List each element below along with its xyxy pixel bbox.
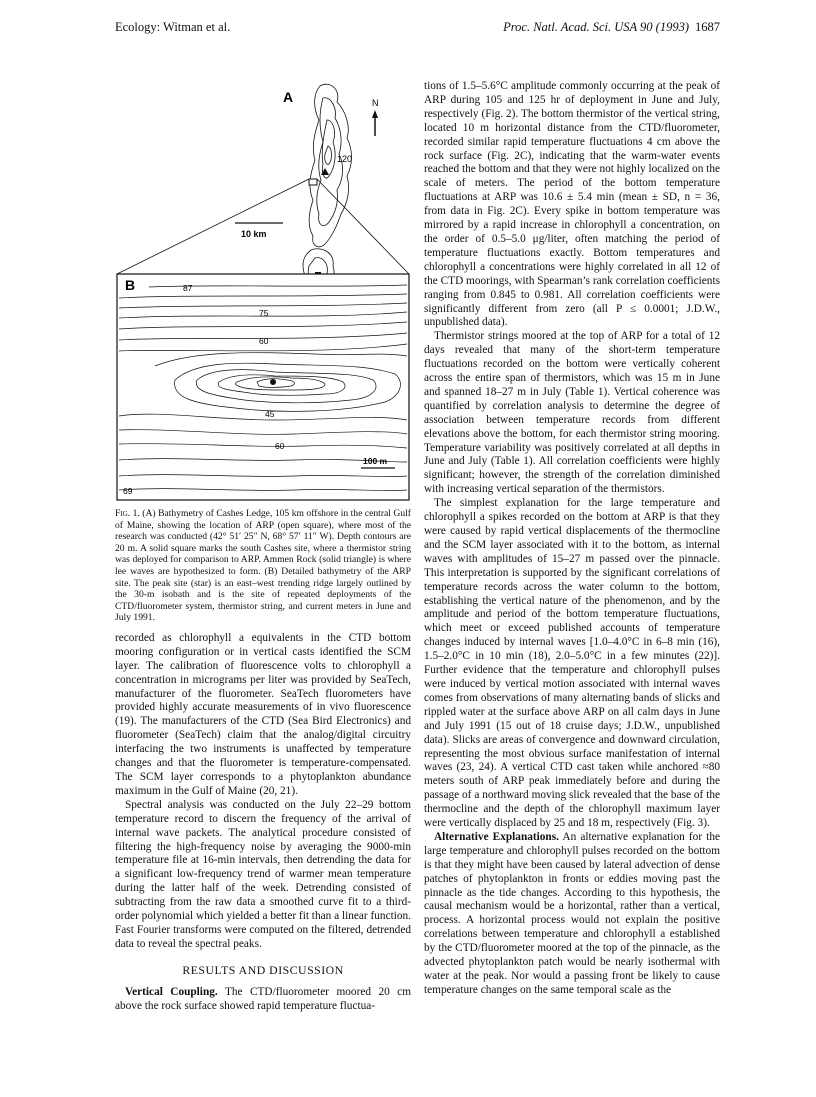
paragraph-text: The CTD/fluorometer moored 20 cm above the rock surface showed rapid temperature fluctua- [115, 985, 411, 1012]
paragraph-text: An alternative explanation for the large temperature and chlorophyll pulses recorded on the bottom is that they might have been caused by lateral advection of dense patches of phytoplankton in fronts or eddies moving past the pinnacle as the tide changes. According to this hypothesis, the causal mechanism would be a horizontal, rather than a vertical, process. A horizontal process would not explain the positive correlations between temperature and chlorophyll a established by the CTD/fluorometer moored at the top of the pinnacle, as the advected phytoplankton patch would be nearly isothermal with water at the peak. Nor would a passing front be likely to cause temperature changes on the same temporal scale as the [424, 830, 720, 996]
contour-label-75: 75 [259, 308, 269, 318]
caption-text: (A) Bathymetry of Cashes Ledge, 105 km offshore in the central Gulf of Maine, showing the location of ARP (open square), where most of the research was conducted (42° 51′ 25″ N, 68° 57′ 11″ W). Depth contours are 20 m. A solid square marks the south Cashes site, where a thermistor string was deployed for comparison to ARP. Ammen Rock (solid triangle) is where lee waves are hypothesized to form. (B) Detailed bathymetry of the ARP site. The peak site (star) is an east–west trending ridge largely outlined by the 30-m isobath and is the site of repeated deployments of the CTD/fluorometer system, thermistor string, and current meters in June and July 1991. [115, 508, 411, 624]
panel-b-label: B [125, 277, 136, 293]
running-header [115, 20, 720, 40]
contour-label-87: 87 [183, 283, 193, 293]
north-arrow-head-icon [372, 110, 378, 118]
scale-label-b: 100 m [363, 456, 388, 466]
header-left: Ecology: Witman et al. [115, 20, 231, 34]
bathymetry-map [115, 80, 411, 504]
paragraph [424, 831, 720, 998]
section-heading: RESULTS AND DISCUSSION [182, 962, 344, 977]
right-column [424, 80, 720, 998]
journal-citation: Proc. Natl. Acad. Sci. USA 90 (1993) [503, 20, 689, 34]
scale-label-a: 10 km [241, 229, 267, 239]
panel-a-label: A [283, 89, 294, 105]
paragraph: tions of 1.5–5.6°C amplitude commonly occurring at the peak of ARP during 105 and 125 hr of deployment in June and July, respectively (Fig. 2). The bottom thermistor of the vertical string, located 10 m horizontal distance from the CTD/fluorometer, recorded similar rapid temperature fluctuations 4 cm above the rock surface (Fig. 2C), indicating that the warm-water events reached the bottom and that they were not highly localized on the scale of meters. The period of the bottom temperature fluctuations at ARP was 10.6 ± 5.4 min (mean ± SD, n = 36, from data in Fig. 2C). Every spike in bottom temperature was mirrored by a rapid increase in chlorophyll a concentration, on the order of 0.5–5.0 μg/liter, often matching the period of temperature fluctuations exactly. Bottom temperatures and chlorophyll a concentrations were highly correlated in all 12 of the CTD moorings, with Spearman’s rank correlation coefficients ranging from 0.845 to 0.981. All correlation coefficients were significantly different from zero (all P ≤ 0.0001; J.D.W., unpublished data). [424, 80, 720, 329]
paragraph: recorded as chlorophyll a equivalents in the CTD bottom mooring configuration or in vertical casts identified the SCM layer. The calibration of fluorescence volts to chlorophyll a concentration in micrograms per liter was provided by SeaTech, manufacturer of the fluorometer. SeaTech fluorometers have provided highly accurate measurements of in vivo fluorescence (19). The manufacturers of the CTD (Sea Bird Electronics) and fluorometer (SeaTech) claim that the analog/digital circuitry interfacing the two instruments is unaffected by temperature changes and that the fluorometer is temperature-compensated. The SCM layer corresponds to a phytoplankton abundance maximum in the Gulf of Maine (20, 21). [115, 631, 411, 797]
north-label: N [372, 98, 379, 108]
figure-caption [115, 508, 411, 624]
arp-open-square [309, 179, 317, 185]
paragraph: The simplest explanation for the large temperature and chlorophyll a spikes recorded on the bottom at ARP is that they were caused by rapid vertical displacements of the thermocline and the SCM layer associated with it to the bottom, as internal waves with amplitudes of 15–27 m passed over the pinnacle. This interpretation is supported by the significant correlations of temperature records across the water column to the bottom, establishing the vertical nature of the phenomenon, and by the amplitude and period of the bottom temperature fluctuations, which meet or exceed published accounts of temperature changes induced by internal waves [1.0–4.0°C in 6–8 min (16), 1.5–2.0°C in 10 min (18), 2.0–5.0°C in a few minutes (22)]. Further evidence that the temperature and chlorophyll pulses were induced by vertical motion associated with internal waves comes from observations of many alternating bands of slicks and rippled water at the surface above ARP on all calm days in June and July 1991 (15 out of 18 cruise days; J.D.W., unpublished data). Slicks are areas of convergence and downward circulation, representing the most obvious surface manifestation of internal waves (23, 24). A vertical CTD cast taken while anchored ≈80 meters south of ARP peak immediately before and during the passage of a northward moving slick revealed that the base of the thermocline and the depth of the chlorophyll maximum layer were vertically displaced by 25 and 18 m, respectively (Fig. 3). [424, 497, 720, 830]
run-in-heading: Vertical Coupling. [125, 985, 218, 998]
page-number: 1687 [695, 20, 720, 34]
paragraph: Thermistor strings moored at the top of ARP for a total of 12 days revealed that many of the short-term temperature fluctuations recorded on the bottom were vertically coherent across the entire span of thermistors, which was 15 m in June and spanned 18–27 m in July (Table 1). Vertical coherence was quantified by correlation analysis to determine the degree of association between temperature records from different elevations above the bottom, for each thermistor string mooring. Temperature variability was positively correlated at all depths in June and July (Table 1). All correlation coefficients were highly significant; however, the strength of the correlation diminished with increasing vertical separation of the thermistors. [424, 330, 720, 496]
run-in-heading: Alternative Explanations. [434, 830, 559, 843]
left-column [115, 80, 411, 1014]
peak-star-icon [270, 379, 276, 385]
inset-line-left [117, 179, 309, 274]
paragraph [115, 986, 411, 1014]
panel-a-contours [303, 84, 352, 293]
header-right [503, 20, 720, 35]
contour-label-60-upper: 60 [259, 336, 269, 346]
inset-line-right [317, 179, 409, 274]
paragraph: Spectral analysis was conducted on the July 22–29 bottom temperature record to discern the frequency of the arrival of internal wave packets. The analytical procedure consisted of filtering the high-frequency noise by averaging the 9000-min temperature file at 16-min intervals, then detrending the data for a significant low-frequency trend of warmer mean temperature during the latter half of the week. Detrending consisted of subtracting from the raw data a smoothed curve fit to a third-order polynomial which yielded a better fit than a linear function. Fast Fourier transforms were computed on the filtered, detrended data to reveal the spectral peaks. [115, 798, 411, 950]
contour-label-69: 69 [123, 486, 133, 496]
caption-label: Fig. 1. [115, 508, 140, 519]
figure-1 [115, 80, 411, 504]
contour-label-60-lower: 60 [275, 441, 285, 451]
contour-label-120: 120 [337, 154, 353, 164]
contour-label-45: 45 [265, 409, 275, 419]
